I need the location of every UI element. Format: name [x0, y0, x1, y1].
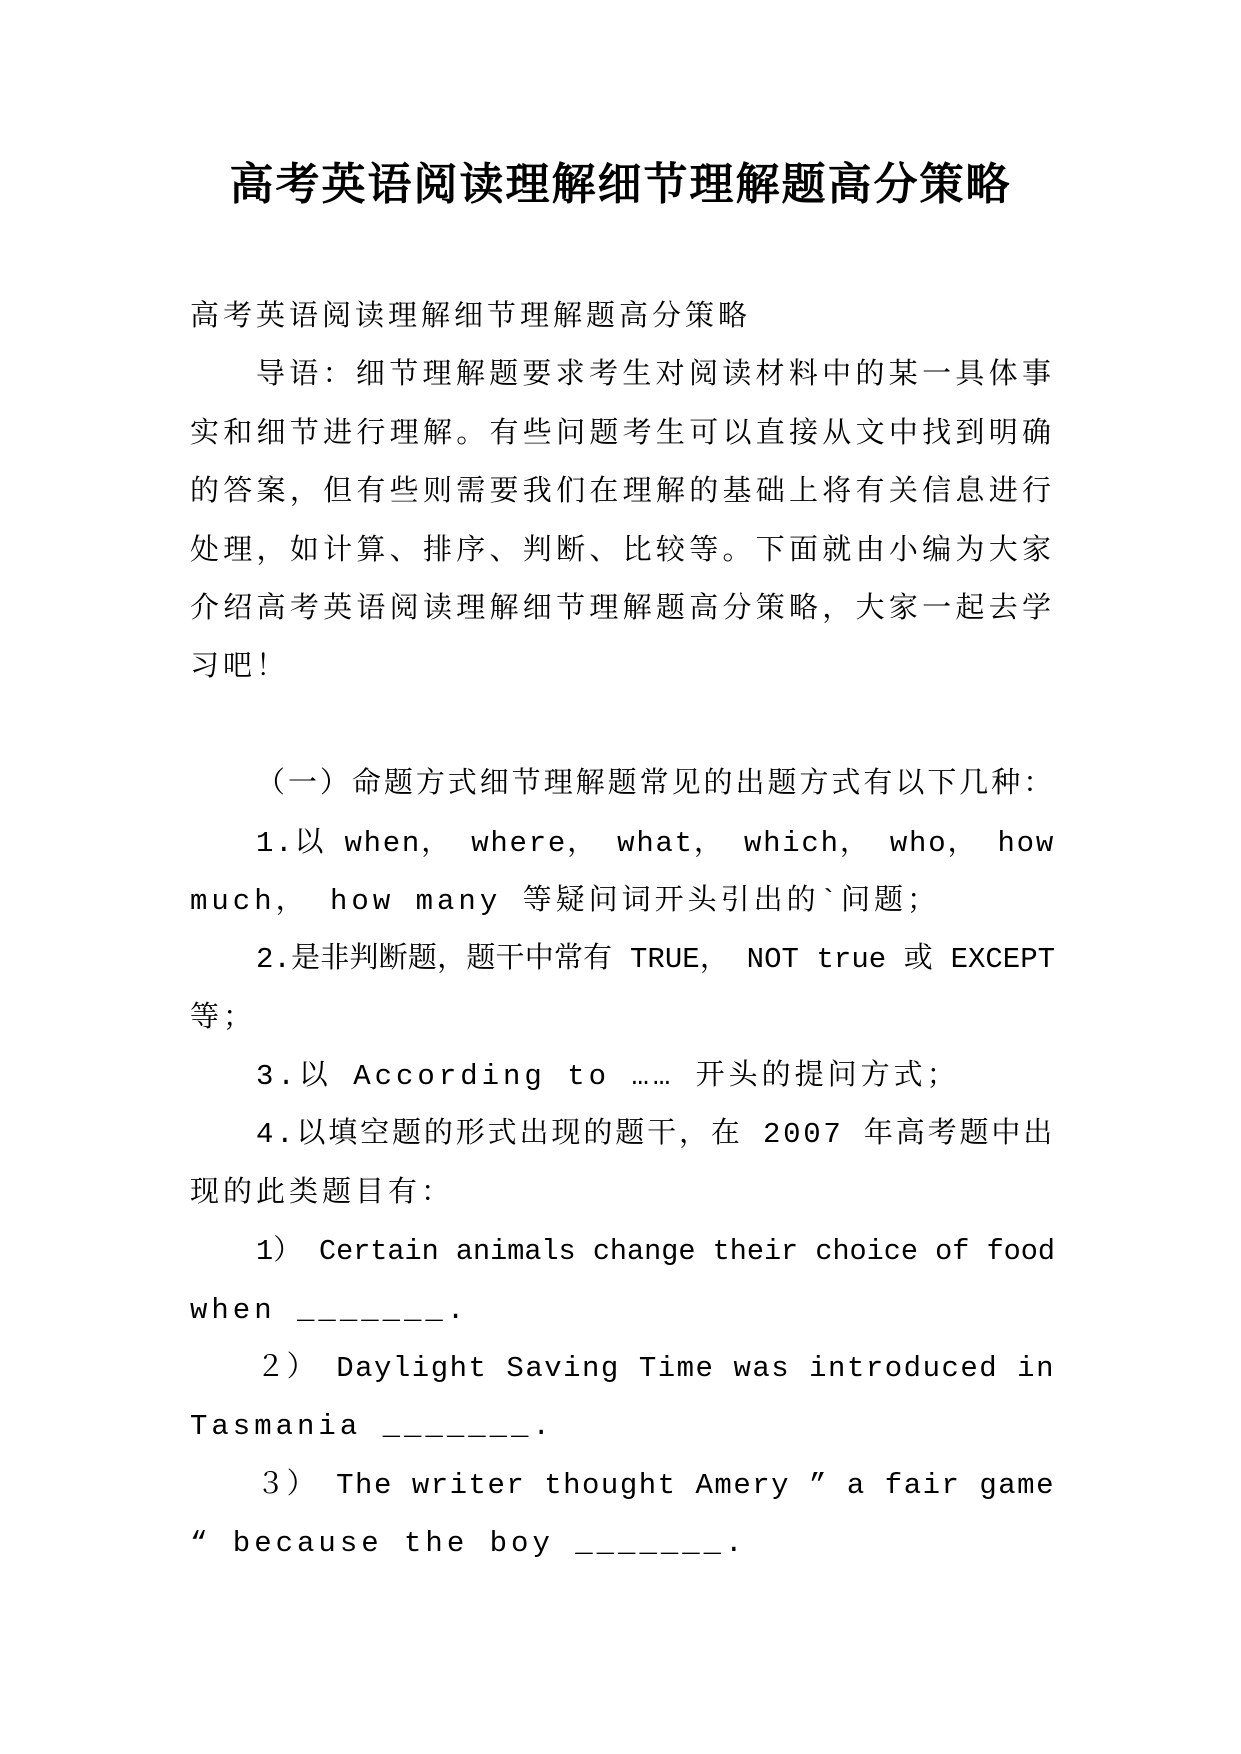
text-line: ２） Daylight Saving Time was introduced in — [256, 1352, 1055, 1386]
text-line: 实和细节进行理解。有些问题考生可以直接从文中找到明确 — [190, 417, 1055, 451]
text-line: 2.是非判断题，题干中常有 TRUE， NOT true 或 EXCEPT — [256, 943, 1055, 977]
document-subtitle — [190, 289, 1055, 347]
example-question-3 — [190, 1457, 1055, 1574]
text-line: “ because the boy _______. — [190, 1527, 747, 1561]
question-type-item-4 — [190, 1106, 1055, 1223]
text-line: 1.以 when， where， what， which， who， how — [256, 826, 1055, 860]
question-type-item-1 — [190, 815, 1055, 932]
example-question-2 — [190, 1340, 1055, 1457]
text-line: （一）命题方式细节理解题常见的出题方式有以下几种： — [256, 768, 1055, 802]
text-line: 现的此类题目有： — [190, 1176, 455, 1210]
question-type-item-3 — [190, 1048, 1055, 1106]
text-line: 4.以填空题的形式出现的题干，在 2007 年高考题中出 — [256, 1118, 1055, 1152]
intro-paragraph — [190, 347, 1055, 697]
example-question-1 — [190, 1223, 1055, 1340]
question-type-item-2 — [190, 931, 1055, 1048]
text-line: Tasmania _______. — [190, 1410, 554, 1444]
text-line: 处理，如计算、排序、判断、比较等。下面就由小编为大家 — [190, 534, 1055, 568]
text-line: 习吧！ — [190, 651, 290, 685]
text-line: 的答案，但有些则需要我们在理解的基础上将有关信息进行 — [190, 476, 1055, 510]
text-line: much， how many 等疑问词开头引出的`问题； — [190, 884, 941, 918]
text-line: 1） Certain animals change their choice of food — [256, 1235, 1055, 1269]
text-line: 等； — [190, 1001, 257, 1035]
text-line: 介绍高考英语阅读理解细节理解题高分策略，大家一起去学 — [190, 592, 1055, 626]
text-line: when _______. — [190, 1293, 469, 1327]
section-heading — [190, 756, 1055, 814]
text-line: 导语：细节理解题要求考生对阅读材料中的某一具体事 — [256, 359, 1055, 393]
document-title: 高考英语阅读理解细节理解题高分策略 — [229, 159, 1012, 210]
text-line: 3.以 According to …… 开头的提问方式； — [256, 1060, 960, 1094]
text-line: ３） The writer thought Amery ” a fair game — [256, 1468, 1055, 1502]
text-line: 高考英语阅读理解细节理解题高分策略 — [190, 301, 752, 334]
document-body — [190, 289, 1055, 1574]
